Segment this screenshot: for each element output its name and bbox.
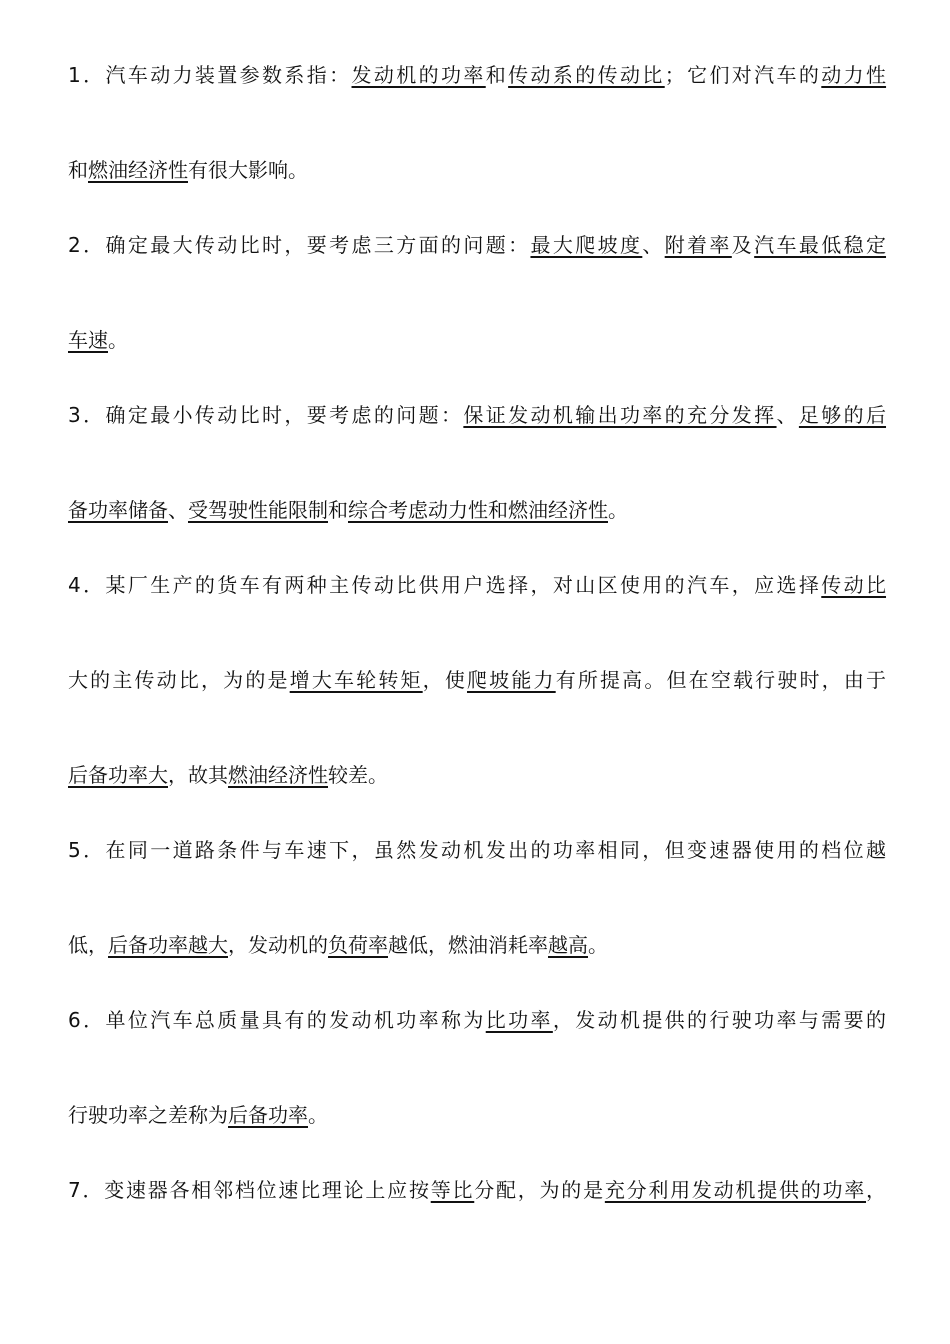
underlined-answer: 越高 [548, 933, 588, 957]
text-segment: 及 [731, 233, 755, 257]
text-segment: 、 [168, 498, 188, 522]
underlined-answer: 传动系的传动比 [508, 63, 665, 87]
underlined-answer: 爬坡能力 [467, 668, 556, 692]
underlined-answer: 备功率储备 [68, 498, 168, 522]
text-segment: 。 [108, 328, 128, 352]
text-segment: 、 [642, 233, 665, 257]
text-segment: ，故其 [168, 763, 228, 787]
text-segment: 。 [308, 1103, 328, 1127]
text-line-10 [68, 830, 886, 870]
text-segment: 有很大影响。 [188, 158, 308, 182]
text-segment: 分配，为的是 [474, 1178, 605, 1202]
underlined-answer: 保证发动机输出功率的充分发挥 [463, 403, 777, 427]
text-segment: 低， [68, 933, 108, 957]
text-line-6 [68, 490, 908, 530]
text-line-8 [68, 660, 886, 700]
underlined-answer: 后备功率 [228, 1103, 308, 1127]
text-segment: 较差。 [328, 763, 388, 787]
underlined-answer: 受驾驶性能限制 [188, 498, 328, 522]
underlined-answer: 充分利用发动机提供的功率 [604, 1178, 867, 1202]
text-line-1 [68, 55, 886, 95]
underlined-answer: 足够的后 [798, 403, 887, 427]
text-segment: 有所提高。但在空载行驶时，由于 [555, 668, 887, 692]
underlined-answer: 最大爬坡度 [530, 233, 643, 257]
text-segment: 。 [588, 933, 608, 957]
text-segment: 和 [485, 63, 509, 87]
text-segment: 1．汽车动力装置参数系指： [68, 63, 352, 87]
underlined-answer: 燃油经济性 [88, 158, 188, 182]
underlined-answer: 汽车最低稳定 [754, 233, 887, 257]
text-segment: 和 [328, 498, 348, 522]
text-segment: 越低，燃油消耗率 [388, 933, 548, 957]
underlined-answer: 比功率 [485, 1008, 553, 1032]
text-segment: 3．确定最小传动比时，要考虑的问题： [68, 403, 464, 427]
text-line-3 [68, 225, 886, 265]
text-line-5 [68, 395, 886, 435]
underlined-answer: 动力性 [821, 63, 887, 87]
text-segment: 2．确定最大传动比时，要考虑三方面的问题： [68, 233, 531, 257]
text-segment: 大的主传动比，为的是 [68, 668, 290, 692]
text-segment: 行驶功率之差称为 [68, 1103, 228, 1127]
text-segment: 7．变速器各相邻档位速比理论上应按 [68, 1178, 431, 1202]
underlined-answer: 负荷率 [328, 933, 388, 957]
text-segment: 、 [776, 403, 799, 427]
text-segment: 4．某厂生产的货车有两种主传动比供用户选择，对山区使用的汽车，应选择 [68, 573, 822, 597]
text-segment: 6．单位汽车总质量具有的发动机功率称为 [68, 1008, 486, 1032]
text-segment: ， [866, 1178, 887, 1202]
text-line-14 [68, 1170, 886, 1210]
underlined-answer: 附着率 [664, 233, 732, 257]
text-segment: ，使 [422, 668, 468, 692]
text-line-2 [68, 150, 908, 190]
text-segment: ；它们对汽车的 [664, 63, 822, 87]
underlined-answer: 后备功率大 [68, 763, 168, 787]
text-segment: 5．在同一道路条件与车速下，虽然发动机发出的功率相同，但变速器使用的档位越 [68, 838, 886, 862]
text-segment: 。 [608, 498, 628, 522]
text-line-13 [68, 1095, 908, 1135]
underlined-answer: 燃油经济性 [228, 763, 328, 787]
text-line-7 [68, 565, 886, 605]
underlined-answer: 后备功率越大 [108, 933, 228, 957]
underlined-answer: 等比 [430, 1178, 475, 1202]
underlined-answer: 综合考虑动力性和燃油经济性 [348, 498, 608, 522]
underlined-answer: 发动机的功率 [351, 63, 486, 87]
text-line-12 [68, 1000, 886, 1040]
text-segment: 和 [68, 158, 88, 182]
text-line-9 [68, 755, 908, 795]
text-line-4 [68, 320, 908, 360]
underlined-answer: 增大车轮转矩 [289, 668, 423, 692]
underlined-answer: 传动比 [821, 573, 887, 597]
text-line-11 [68, 925, 908, 965]
text-segment: ，发动机的 [228, 933, 328, 957]
text-segment: ，发动机提供的行驶功率与需要的 [552, 1008, 887, 1032]
underlined-answer: 车速 [68, 328, 108, 352]
